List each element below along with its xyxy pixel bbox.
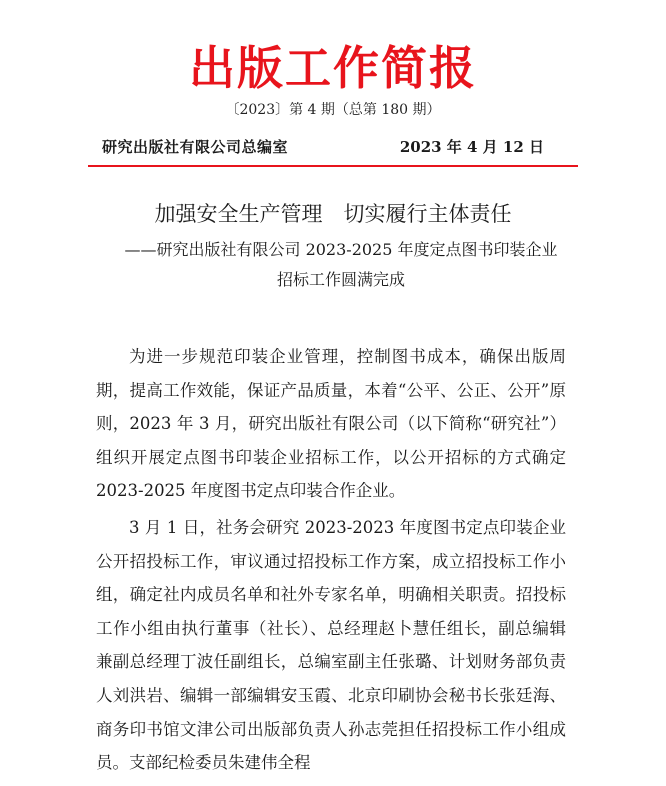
subhead-line-1: ——研究出版社有限公司 2023-2025 年度定点图书印装企业 (124, 240, 558, 259)
masthead-title: 出版工作简报 (189, 41, 477, 95)
article-body (96, 340, 566, 783)
body-paragraph: 为进一步规范印装企业管理，控制图书成本，确保出版周期，提高工作效能，保证产品质量，本着“公平、公正、公开”原则，2023 年 3 月，研究出版社有限公司（以下简称“研究社”）组织开展定点图书印装企业招标工作，以公开招标的方式确定 2023-2025 年度图书定点印装合作企业。 (96, 347, 566, 501)
article-subhead (120, 235, 562, 295)
body-paragraph: 3 月 1 日，社务会研究 2023-2023 年度图书定点印装企业公开招投标工作，审议通过招投标工作方案，成立招投标工作小组，确定社内成员名单和社外专家名单，明确相关职责。招投标工作小组由执行董事（社长）、总经理赵卜慧任组长，副总编辑兼副总经理丁波任副组长，总编室副主任张璐、计划财务部负责人刘洪岩、编辑一部编辑安玉霞、北京印刷协会秘书长张廷海、商务印书馆文津公司出版部负责人孙志莞担任招投标工作小组成员。支部纪检委员朱建伟全程 (96, 517, 566, 773)
subhead-line-2: 招标工作圆满完成 (276, 270, 405, 289)
masthead-divider (88, 165, 578, 167)
issue-date: 2023 年 4 月 12 日 (399, 138, 544, 156)
article-headline: 加强安全生产管理 切实履行主体责任 (154, 202, 512, 226)
issue-number: 〔2023〕第 4 期（总第 180 期） (225, 102, 441, 118)
issuer-name: 研究出版社有限公司总编室 (102, 138, 289, 156)
